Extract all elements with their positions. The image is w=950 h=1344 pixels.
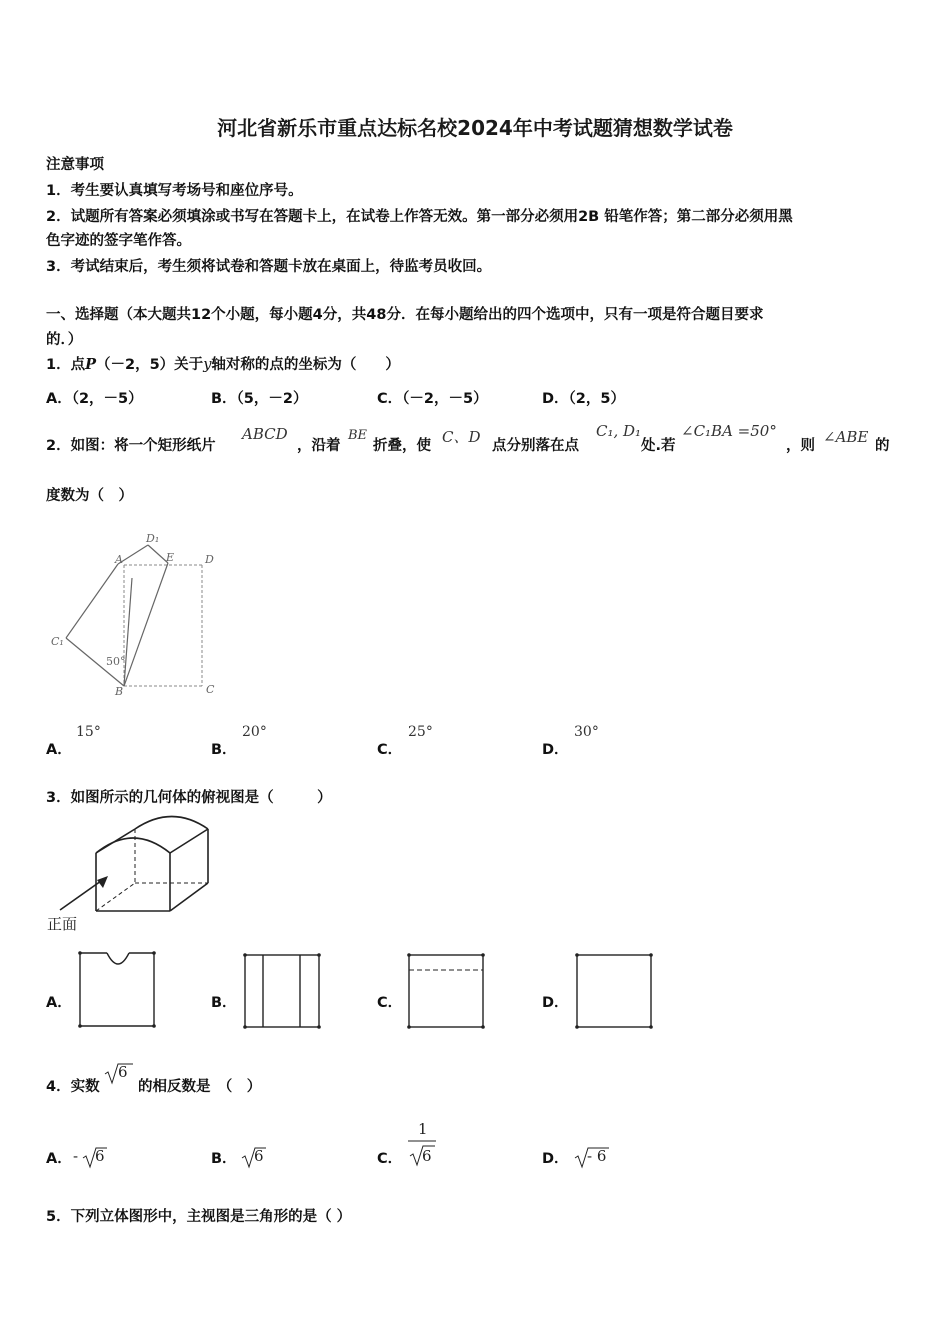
q2-option-b-value: 20° bbox=[242, 724, 267, 740]
notice-heading: 注意事项 bbox=[46, 157, 104, 173]
section-heading-cont: 的．） bbox=[46, 332, 83, 348]
q2-label-c: C bbox=[206, 683, 215, 696]
q3-option-a: A． bbox=[46, 995, 72, 1011]
q2-abcd: ABCD bbox=[242, 425, 288, 443]
q2-text-7: 的 bbox=[875, 438, 890, 454]
q2-label-d1: D₁ bbox=[146, 532, 160, 545]
q2-c1d1: C₁, D₁ bbox=[596, 422, 642, 440]
notice-item-2-cont: 色字迹的签字笔作答。 bbox=[46, 233, 191, 249]
q2-label-b: B bbox=[115, 685, 124, 698]
page-title: 河北省新乐市重点达标名校2024年中考试题猜想数学试卷 bbox=[217, 116, 733, 140]
q4-option-a-sign: - bbox=[73, 1147, 79, 1165]
q2-cd: C、D bbox=[442, 428, 481, 446]
q3-option-d-figure bbox=[577, 955, 651, 1027]
q3-option-c-figure bbox=[409, 955, 483, 1027]
q2-option-d: D． bbox=[542, 742, 569, 758]
q2-label-e: E bbox=[166, 551, 175, 564]
q5-stem: 5．下列立体图形中，主视图是三角形的是（ ） bbox=[46, 1209, 352, 1225]
q2-text-1: 2．如图：将一个矩形纸片 bbox=[46, 438, 216, 454]
q4-option-a-radicand: 6 bbox=[95, 1147, 105, 1165]
q2-option-b: B． bbox=[211, 742, 237, 758]
q2-text-4: 点分别落在点 bbox=[492, 438, 579, 454]
q2-text-line2: 度数为（ ） bbox=[46, 488, 133, 504]
q3-option-d: D． bbox=[542, 995, 569, 1011]
q2-option-c-value: 25° bbox=[408, 724, 433, 740]
q3-stem: 3．如图所示的几何体的俯视图是（ ） bbox=[46, 790, 332, 806]
q1-option-b: B．（5，－2） bbox=[211, 391, 308, 407]
q4-option-c: C． bbox=[377, 1151, 403, 1167]
q2-label-a: A bbox=[115, 553, 123, 566]
q4-option-b: B． bbox=[211, 1151, 237, 1167]
q4-option-d-radicand: - 6 bbox=[587, 1147, 607, 1165]
q1-option-a: A．（2，－5） bbox=[46, 391, 143, 407]
q3-option-b: B． bbox=[211, 995, 237, 1011]
q1-option-c: C．（－2，－5） bbox=[377, 391, 488, 407]
q4-option-d: D． bbox=[542, 1151, 569, 1167]
q3-option-a-figure bbox=[80, 953, 154, 1026]
notice-item-1: 1．考生要认真填写考场号和座位序号。 bbox=[46, 183, 303, 199]
q2-abe: ∠ABE bbox=[823, 428, 869, 446]
q2-option-a-value: 15° bbox=[76, 724, 101, 740]
q4-option-c-radicand: 6 bbox=[422, 1147, 432, 1165]
q1-option-d: D．（2，5） bbox=[542, 391, 625, 407]
q3-option-c: C． bbox=[377, 995, 403, 1011]
q2-label-d: D bbox=[205, 553, 214, 566]
q1-stem: 1．点P（－2，5）关于y轴对称的点的坐标为（ ） bbox=[46, 356, 400, 373]
notice-item-2: 2．试题所有答案必须填涂或书写在答题卡上，在试卷上作答无效。第一部分必须用2B 铅笔作答；第二部分必须用黑 bbox=[46, 209, 793, 225]
q2-text-5: 处.若 bbox=[641, 438, 676, 454]
q4-option-a: A． bbox=[46, 1151, 72, 1167]
q2-label-c1: C₁ bbox=[51, 635, 64, 648]
q3-front-label: 正面 bbox=[47, 915, 78, 933]
q3-option-b-figure bbox=[245, 955, 319, 1027]
q2-text-3: 折叠，使 bbox=[373, 438, 431, 454]
q4-option-b-radicand: 6 bbox=[254, 1147, 264, 1165]
q2-be: BE bbox=[348, 428, 368, 443]
q4-text-1: 4．实数 bbox=[46, 1079, 100, 1095]
q4-stem-radicand: 6 bbox=[118, 1063, 128, 1081]
q2-option-d-value: 30° bbox=[574, 724, 599, 740]
q2-label-angle: 50° bbox=[106, 655, 126, 668]
q4-text-2: 的相反数是 （ ） bbox=[138, 1079, 262, 1095]
q2-option-a: A． bbox=[46, 742, 72, 758]
q2-option-c: C． bbox=[377, 742, 403, 758]
notice-item-3: 3．考试结束后，考生须将试卷和答题卡放在桌面上，待监考员收回。 bbox=[46, 259, 492, 275]
q2-text-2: ，沿着 bbox=[297, 438, 341, 454]
q4-option-c-numerator: 1 bbox=[418, 1120, 428, 1138]
q2-angle: ∠C₁BA =50° bbox=[681, 422, 777, 440]
section-heading: 一、选择题（本大题共12个小题，每小题4分，共48分．在每小题给出的四个选项中，只有一项是符合题目要求 bbox=[46, 307, 764, 323]
q2-text-6: ，则 bbox=[786, 438, 815, 454]
